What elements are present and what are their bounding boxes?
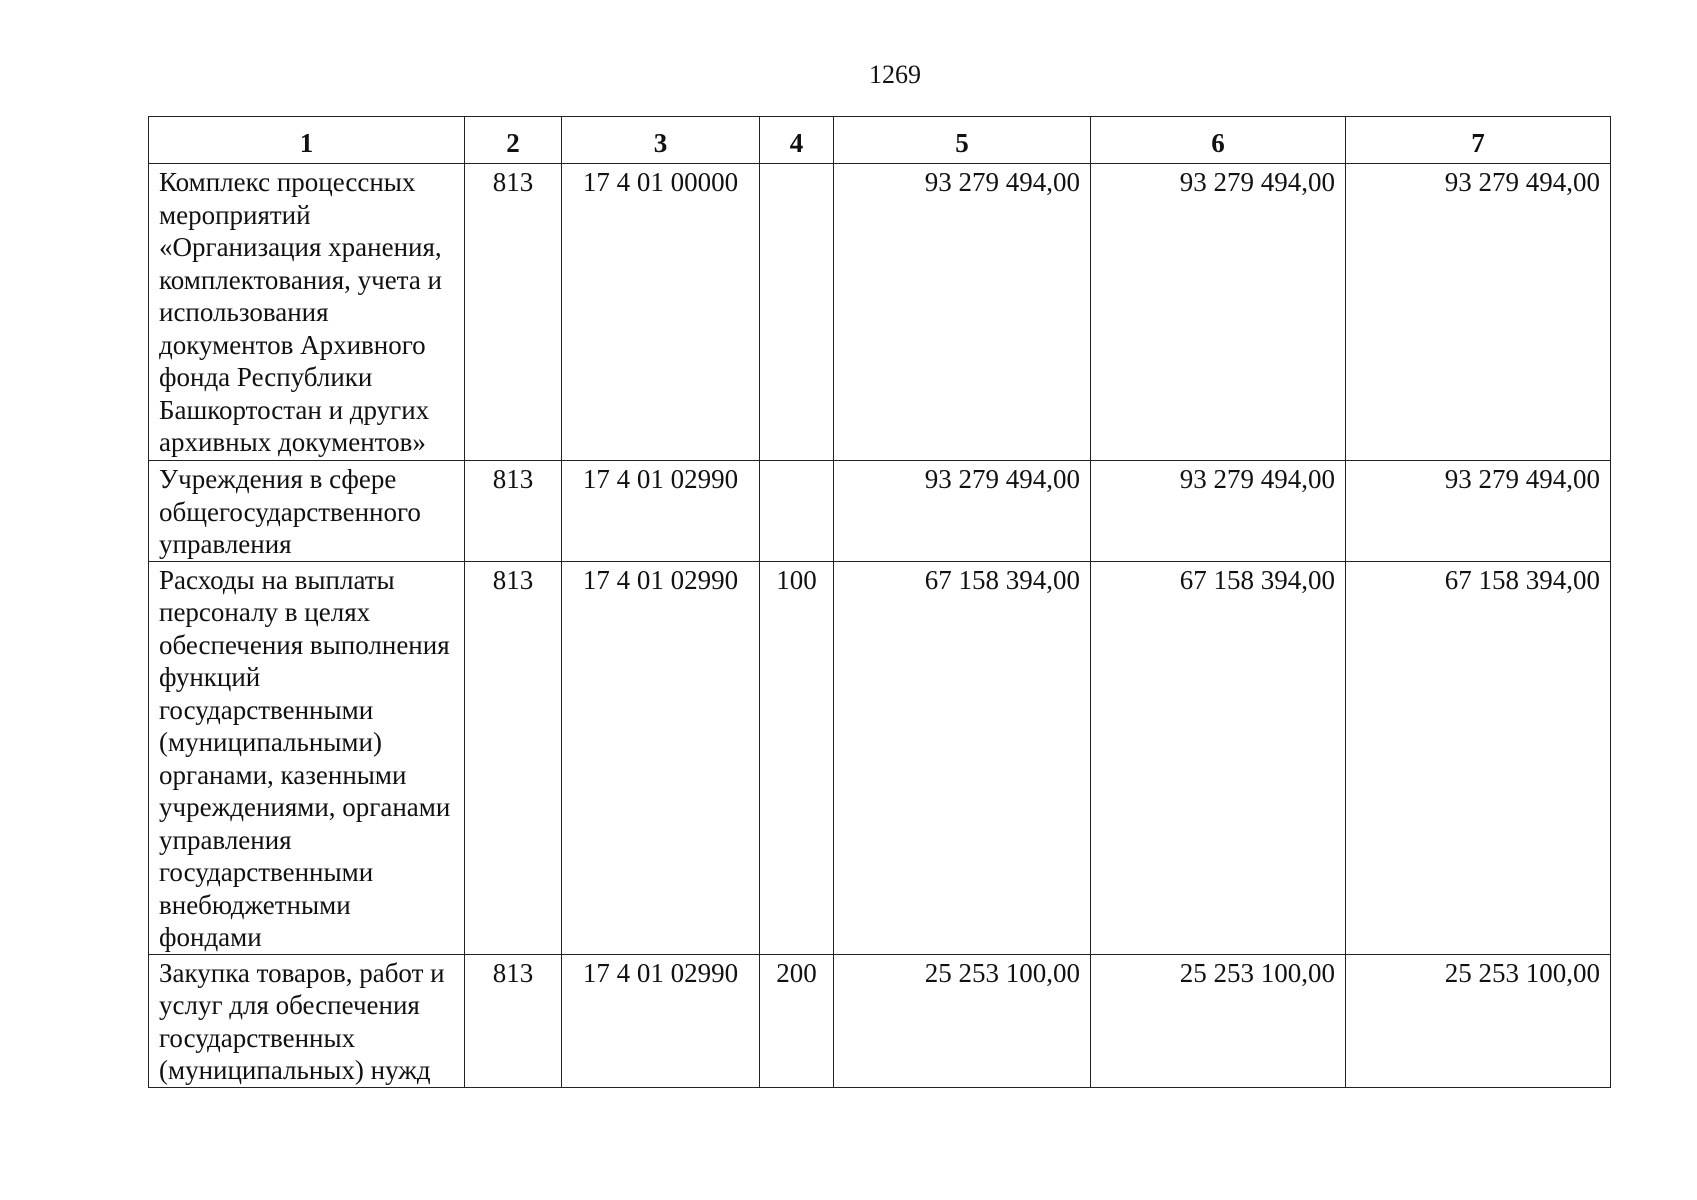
table-row — [149, 954, 1611, 1087]
column-header-7: 7 — [1346, 117, 1611, 164]
table-row — [149, 164, 1611, 461]
page-number: 1269 — [869, 60, 921, 89]
row-expense-type — [760, 164, 834, 461]
row-target-article: 17 4 01 02990 — [562, 954, 760, 1087]
column-header-4: 4 — [760, 117, 834, 164]
column-header-6: 6 — [1091, 117, 1346, 164]
row-name: Закупка товаров, работ и услуг для обеспечения государственных (муниципальных) нужд — [149, 954, 465, 1087]
row-name: Комплекс процессных мероприятий «Организация хранения, комплектования, учета и использования документов Архивного фонда Республики Башкортостан и других архивных документов» — [149, 164, 465, 461]
row-expense-type: 200 — [760, 954, 834, 1087]
row-expense-type — [760, 461, 834, 562]
row-sum-2: 93 279 494,00 — [1091, 164, 1346, 461]
column-header-3: 3 — [562, 117, 760, 164]
column-header-5: 5 — [834, 117, 1091, 164]
column-header-2: 2 — [465, 117, 562, 164]
row-sum-2: 67 158 394,00 — [1091, 561, 1346, 954]
row-sum-3: 93 279 494,00 — [1346, 164, 1611, 461]
row-sum-3: 25 253 100,00 — [1346, 954, 1611, 1087]
row-ministry: 813 — [465, 561, 562, 954]
row-expense-type: 100 — [760, 561, 834, 954]
row-sum-3: 67 158 394,00 — [1346, 561, 1611, 954]
table-row — [149, 561, 1611, 954]
row-sum-1: 93 279 494,00 — [834, 164, 1091, 461]
row-ministry: 813 — [465, 461, 562, 562]
row-sum-1: 25 253 100,00 — [834, 954, 1091, 1087]
row-target-article: 17 4 01 02990 — [562, 561, 760, 954]
row-sum-1: 93 279 494,00 — [834, 461, 1091, 562]
row-sum-3: 93 279 494,00 — [1346, 461, 1611, 562]
table-row — [149, 461, 1611, 562]
column-header-1: 1 — [149, 117, 465, 164]
row-name: Учреждения в сфере общегосударственного управления — [149, 461, 465, 562]
row-target-article: 17 4 01 00000 — [562, 164, 760, 461]
budget-table — [148, 116, 1611, 1088]
row-ministry: 813 — [465, 954, 562, 1087]
row-sum-1: 67 158 394,00 — [834, 561, 1091, 954]
row-sum-2: 93 279 494,00 — [1091, 461, 1346, 562]
header-row — [149, 117, 1611, 164]
row-sum-2: 25 253 100,00 — [1091, 954, 1346, 1087]
row-target-article: 17 4 01 02990 — [562, 461, 760, 562]
row-name: Расходы на выплаты персоналу в целях обеспечения выполнения функций государственными (муниципальными) органами, казенными учреждениями, органами управления государственными внебюджетными фондами — [149, 561, 465, 954]
row-ministry: 813 — [465, 164, 562, 461]
